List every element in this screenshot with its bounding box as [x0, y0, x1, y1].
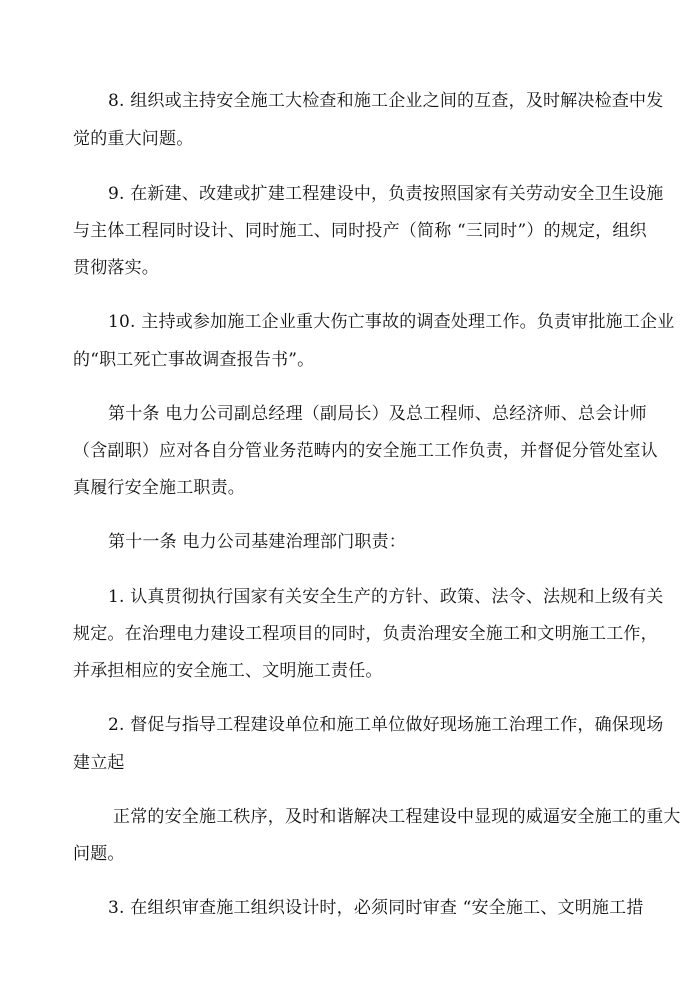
- text-line: 8. 组织或主持安全施工大检查和施工企业之间的互查，及时解决检查中发: [108, 91, 664, 111]
- text-line: 建立起: [73, 753, 125, 773]
- text-line: 2. 督促与指导工程建设单位和施工单位做好现场施工治理工作，确保现场: [108, 715, 664, 735]
- text-line: 与主体工程同时设计、同时施工、同时投产（简称 “三同时”）的规定，组织: [73, 221, 647, 241]
- text-line: 正常的安全施工秩序，及时和谐解决工程建设中显现的威逼安全施工的重大: [113, 807, 681, 827]
- text-line: 9. 在新建、改建或扩建工程建设中，负责按照国家有关劳动安全卫生设施: [108, 184, 664, 204]
- text-line: 规定。在治理电力建设工程项目的同时，负责治理安全施工和文明施工工作，: [73, 624, 658, 644]
- text-line: （含副职）应对各自分管业务范畴内的安全施工工作负责，并督促分管处室认: [73, 441, 658, 461]
- text-line: 第十条 电力公司副总经理（副局长）及总工程师、总经济师、总会计师: [108, 404, 647, 424]
- text-line: 10. 主持或参加施工企业重大伤亡事故的调查处理工作。负责审批施工企业: [108, 312, 675, 332]
- text-line: 并承担相应的安全施工、文明施工责任。: [73, 661, 383, 681]
- text-line: 1. 认真贯彻执行国家有关安全生产的方针、政策、法令、法规和上级有关: [108, 587, 664, 607]
- text-line: 3. 在组织审查施工组织设计时，必须同时审查 “安全施工、文明施工措: [108, 898, 644, 918]
- text-line: 问题。: [73, 844, 125, 864]
- text-line: 第十一条 电力公司基建治理部门职责：: [108, 532, 407, 552]
- text-line: 真履行安全施工职责。: [73, 478, 245, 498]
- text-line: 觉的重大问题。: [73, 129, 194, 149]
- text-line: 的“职工死亡事故调查报告书”。: [73, 350, 315, 370]
- text-line: 贯彻落实。: [73, 258, 159, 278]
